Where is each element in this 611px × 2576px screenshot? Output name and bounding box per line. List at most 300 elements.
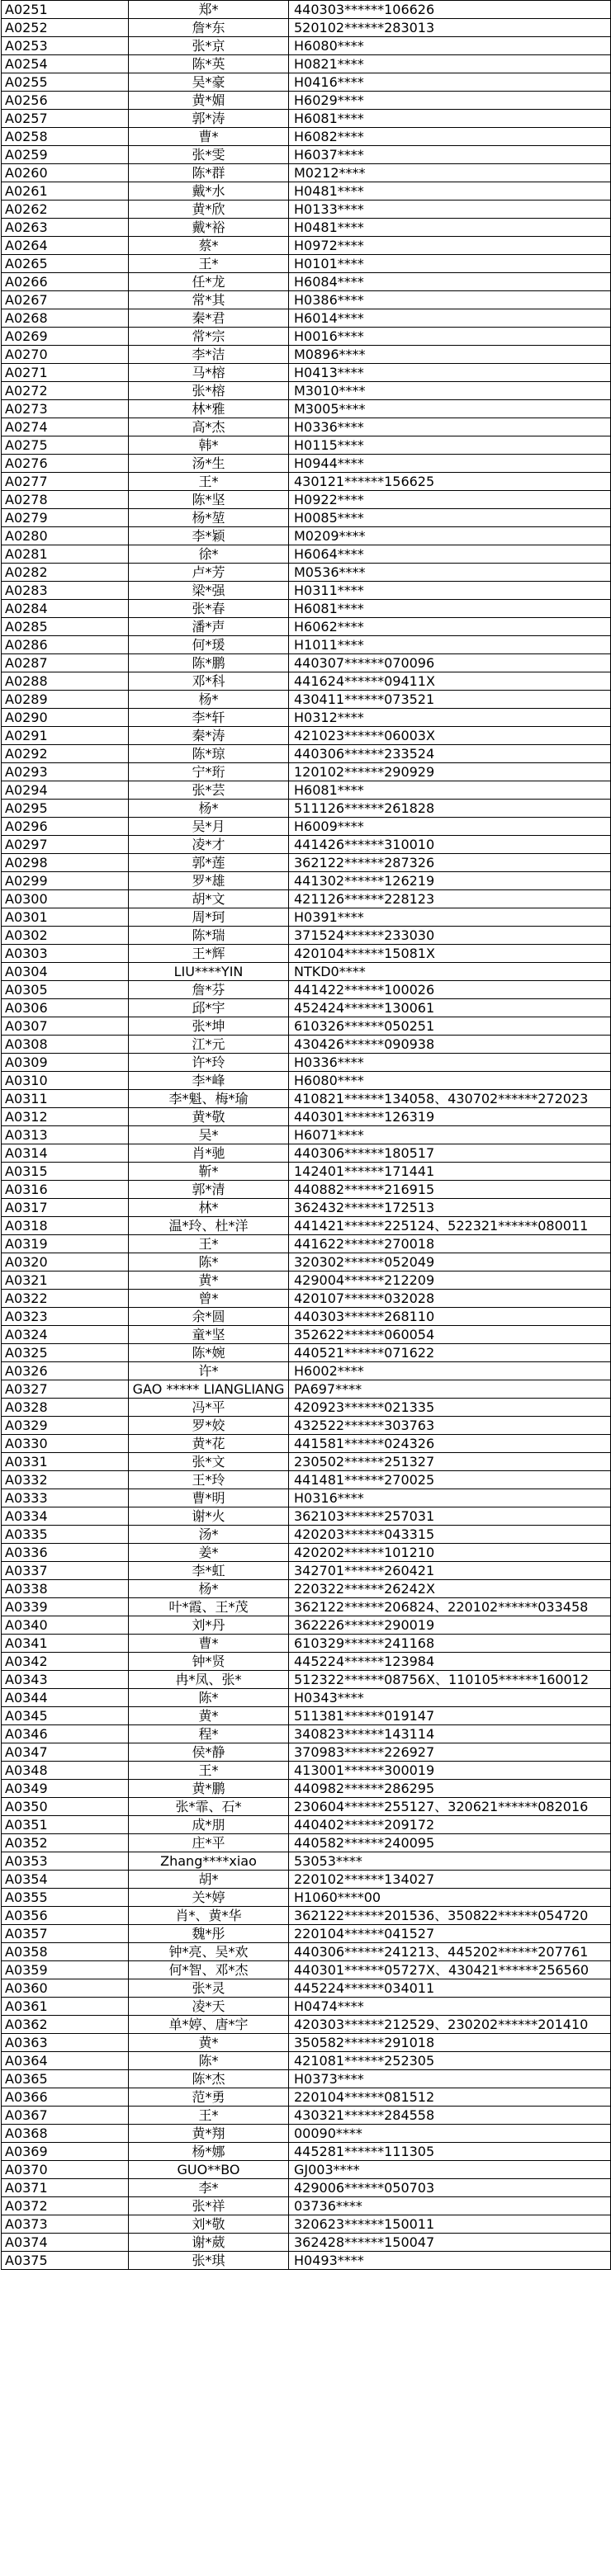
table-row [2,1253,611,1271]
id-number-cell: M0212**** [289,164,611,182]
table-row [2,1762,611,1780]
id-number-cell: 452424******130061 [289,999,611,1017]
holder-name-cell: 谢*火 [129,1507,289,1526]
holder-name-cell: 李*魁、梅*瑜 [129,1090,289,1108]
record-code-cell: A0367 [2,2107,129,2125]
id-number-cell: 53053**** [289,1852,611,1871]
id-number-cell: 440306******180517 [289,1144,611,1163]
holder-name-cell: 张*雯 [129,146,289,164]
record-code-cell: A0298 [2,854,129,872]
record-code-cell: A0261 [2,182,129,201]
record-code-cell: A0286 [2,636,129,654]
record-code-cell: A0322 [2,1290,129,1308]
table-row [2,1399,611,1417]
table-row [2,527,611,545]
holder-name-cell: 范*勇 [129,2088,289,2107]
id-number-cell: 340823******143114 [289,1725,611,1743]
holder-name-cell: 杨*堃 [129,509,289,527]
table-row [2,727,611,745]
id-number-cell: 352622******060054 [289,1326,611,1344]
table-row [2,418,611,436]
table-row [2,981,611,999]
id-number-cell: 350582******291018 [289,2034,611,2052]
table-row [2,473,611,491]
holder-name-cell: 靳* [129,1163,289,1181]
id-number-cell: 441426******310010 [289,836,611,854]
table-row [2,2179,611,2197]
record-code-cell: A0307 [2,1017,129,1036]
table-row [2,328,611,346]
table-row [2,1998,611,2016]
record-code-cell: A0312 [2,1108,129,1126]
id-number-cell: 320302******052049 [289,1253,611,1271]
id-number-cell: H0101**** [289,255,611,273]
record-code-cell: A0354 [2,1871,129,1889]
holder-name-cell: 陈*婉 [129,1344,289,1362]
id-number-cell: H6084**** [289,273,611,291]
table-row [2,1453,611,1471]
id-number-cell: H0821**** [289,55,611,73]
table-row [2,2143,611,2161]
record-code-cell: A0277 [2,473,129,491]
record-code-cell: A0259 [2,146,129,164]
record-code-cell: A0352 [2,1834,129,1852]
record-code-cell: A0355 [2,1889,129,1907]
holder-name-cell: 黄* [129,2034,289,2052]
id-number-cell: NTKD0**** [289,963,611,981]
holder-name-cell: 郭*清 [129,1181,289,1199]
id-number-cell: H0972**** [289,237,611,255]
table-row [2,509,611,527]
id-number-cell: H6029**** [289,92,611,110]
table-row [2,164,611,182]
id-number-cell: 430426******090938 [289,1036,611,1054]
record-code-cell: A0264 [2,237,129,255]
id-number-cell: 420303******212529、230202******201410 [289,2016,611,2034]
record-code-cell: A0365 [2,2070,129,2088]
holder-name-cell: 汤*生 [129,455,289,473]
id-number-cell: 511126******261828 [289,800,611,818]
record-code-cell: A0321 [2,1271,129,1290]
id-number-cell: H6014**** [289,309,611,328]
id-number-cell: 220104******041527 [289,1925,611,1943]
id-number-cell: 440303******106626 [289,1,611,19]
holder-name-cell: 林* [129,1199,289,1217]
record-code-cell: A0255 [2,73,129,92]
record-code-cell: A0329 [2,1417,129,1435]
table-row [2,636,611,654]
id-number-cell: 440402******209172 [289,1816,611,1834]
table-row [2,618,611,636]
id-number-cell: H0085**** [289,509,611,527]
holder-name-cell: 张*文 [129,1453,289,1471]
table-row [2,1653,611,1671]
id-number-cell: PA697**** [289,1380,611,1399]
holder-name-cell: 张*琪 [129,2252,289,2270]
record-code-cell: A0276 [2,455,129,473]
holder-name-cell: 关*婷 [129,1889,289,1907]
table-row [2,709,611,727]
table-row [2,436,611,455]
table-row [2,346,611,364]
id-number-cell: H1060****00 [289,1889,611,1907]
record-code-cell: A0315 [2,1163,129,1181]
id-number-cell: H0493**** [289,2252,611,2270]
record-code-cell: A0339 [2,1598,129,1616]
table-row [2,2125,611,2143]
holder-name-cell: 詹*东 [129,19,289,37]
table-row [2,1798,611,1816]
record-code-cell: A0325 [2,1344,129,1362]
id-number-cell: 220102******134027 [289,1871,611,1889]
table-row [2,2234,611,2252]
id-number-cell: 440982******286295 [289,1780,611,1798]
record-code-cell: A0302 [2,927,129,945]
holder-name-cell: 陈*鹏 [129,654,289,672]
holder-name-cell: 童*坚 [129,1326,289,1344]
record-code-cell: A0340 [2,1616,129,1635]
record-code-cell: A0287 [2,654,129,672]
record-code-cell: A0366 [2,2088,129,2107]
holder-name-cell: 杨*娜 [129,2143,289,2161]
table-row [2,237,611,255]
id-number-cell: 362122******206824、220102******033458 [289,1598,611,1616]
holder-name-cell: 肖*驰 [129,1144,289,1163]
holder-name-cell: 王* [129,255,289,273]
table-row [2,1072,611,1090]
record-code-cell: A0360 [2,1979,129,1998]
record-code-cell: A0308 [2,1036,129,1054]
id-number-cell: H6081**** [289,781,611,800]
holder-name-cell: 张*京 [129,37,289,55]
table-row [2,872,611,890]
table-row [2,1271,611,1290]
holder-name-cell: 吴*月 [129,818,289,836]
id-number-cell: 230502******251327 [289,1453,611,1471]
holder-name-cell: 黄*媚 [129,92,289,110]
holder-name-cell: 李* [129,2179,289,2197]
holder-name-cell: 程* [129,1725,289,1743]
holder-name-cell: 胡* [129,1871,289,1889]
record-code-cell: A0305 [2,981,129,999]
record-code-cell: A0359 [2,1961,129,1979]
table-row [2,1871,611,1889]
table-row [2,1290,611,1308]
record-code-cell: A0260 [2,164,129,182]
table-row [2,19,611,37]
table-row [2,745,611,763]
id-number-cell: 441624******09411X [289,672,611,691]
id-number-cell: 220322******26242X [289,1580,611,1598]
id-number-cell: H0343**** [289,1689,611,1707]
table-row [2,1943,611,1961]
table-row [2,654,611,672]
holder-name-cell: 庄*平 [129,1834,289,1852]
table-row [2,37,611,55]
id-number-cell: 440303******268110 [289,1308,611,1326]
id-number-cell: H6071**** [289,1126,611,1144]
holder-name-cell: 凌*才 [129,836,289,854]
table-row [2,455,611,473]
id-number-cell: 440582******240095 [289,1834,611,1852]
table-row [2,1380,611,1399]
id-number-cell: 120102******290929 [289,763,611,781]
id-number-cell: H6037**** [289,146,611,164]
holder-name-cell: 吴* [129,1126,289,1144]
record-code-cell: A0323 [2,1308,129,1326]
holder-name-cell: 许*玲 [129,1054,289,1072]
id-number-cell: 420202******101210 [289,1544,611,1562]
table-row [2,128,611,146]
id-number-cell: H0391**** [289,908,611,927]
table-row [2,1834,611,1852]
record-code-cell: A0290 [2,709,129,727]
table-row [2,1635,611,1653]
record-code-cell: A0327 [2,1380,129,1399]
record-code-cell: A0375 [2,2252,129,2270]
id-number-cell: H0133**** [289,201,611,219]
id-number-cell: 320623******150011 [289,2215,611,2234]
table-row [2,1489,611,1507]
table-row [2,73,611,92]
holder-name-cell: LIU****YIN [129,963,289,981]
table-row [2,1907,611,1925]
table-row [2,309,611,328]
record-code-cell: A0318 [2,1217,129,1235]
id-number-cell: 410821******134058、430702******272023 [289,1090,611,1108]
id-number-cell: 421023******06003X [289,727,611,745]
table-row [2,1308,611,1326]
table-row [2,273,611,291]
holder-name-cell: 王*辉 [129,945,289,963]
table-row [2,2034,611,2052]
record-code-cell: A0258 [2,128,129,146]
holder-name-cell: 黄*花 [129,1435,289,1453]
table-row [2,1852,611,1871]
record-code-cell: A0369 [2,2143,129,2161]
id-number-cell: 00090**** [289,2125,611,2143]
id-number-cell: H6064**** [289,545,611,564]
table-body [2,1,611,2270]
holder-name-cell: 李*洁 [129,346,289,364]
holder-name-cell: 张*坤 [129,1017,289,1036]
holder-name-cell: 曹*明 [129,1489,289,1507]
holder-name-cell: 黄*敬 [129,1108,289,1126]
table-row [2,2016,611,2034]
id-number-cell: H6080**** [289,1072,611,1090]
holder-name-cell: 余*圆 [129,1308,289,1326]
table-row [2,1671,611,1689]
holder-name-cell: 秦*君 [129,309,289,328]
table-row [2,364,611,382]
table-row [2,1054,611,1072]
id-number-cell: 420104******15081X [289,945,611,963]
id-number-cell: 429006******050703 [289,2179,611,2197]
record-code-cell: A0304 [2,963,129,981]
id-number-cell: 610326******050251 [289,1017,611,1036]
holder-name-cell: 钟*亮、吴*欢 [129,1943,289,1961]
holder-name-cell: 张*灵 [129,1979,289,1998]
record-code-cell: A0313 [2,1126,129,1144]
id-number-cell: 230604******255127、320621******082016 [289,1798,611,1816]
holder-name-cell: 宁*珩 [129,763,289,781]
holder-name-cell: 谢*葳 [129,2234,289,2252]
record-code-cell: A0351 [2,1816,129,1834]
record-code-cell: A0317 [2,1199,129,1217]
holder-name-cell: 邱*宇 [129,999,289,1017]
table-row [2,963,611,981]
table-row [2,1816,611,1834]
table-row [2,2088,611,2107]
id-number-cell: 362432******172513 [289,1199,611,1217]
id-number-cell: 371524******233030 [289,927,611,945]
table-row [2,201,611,219]
id-number-cell: 430321******284558 [289,2107,611,2125]
record-code-cell: A0297 [2,836,129,854]
id-number-cell: 432522******303763 [289,1417,611,1435]
record-code-cell: A0364 [2,2052,129,2070]
record-code-cell: A0265 [2,255,129,273]
id-number-cell: 520102******283013 [289,19,611,37]
table-row [2,1126,611,1144]
holder-name-cell: 魏*彤 [129,1925,289,1943]
record-code-cell: A0320 [2,1253,129,1271]
record-code-cell: A0256 [2,92,129,110]
holder-name-cell: 张*春 [129,600,289,618]
id-number-cell: H6009**** [289,818,611,836]
table-row [2,600,611,618]
table-row [2,219,611,237]
record-code-cell: A0295 [2,800,129,818]
id-number-cell: H6062**** [289,618,611,636]
holder-name-cell: 姜* [129,1544,289,1562]
record-code-cell: A0343 [2,1671,129,1689]
table-row [2,55,611,73]
table-row [2,1181,611,1199]
record-code-cell: A0281 [2,545,129,564]
id-number-cell: 03736**** [289,2197,611,2215]
table-row [2,2197,611,2215]
table-row [2,182,611,201]
table-row [2,545,611,564]
table-row [2,1,611,19]
record-code-cell: A0324 [2,1326,129,1344]
record-code-cell: A0348 [2,1762,129,1780]
holder-name-cell: 凌*天 [129,1998,289,2016]
record-code-cell: A0326 [2,1362,129,1380]
table-row [2,1362,611,1380]
id-number-cell: H0481**** [289,182,611,201]
table-row [2,1979,611,1998]
record-code-cell: A0342 [2,1653,129,1671]
holder-name-cell: 郑* [129,1,289,19]
record-code-cell: A0291 [2,727,129,745]
record-code-cell: A0293 [2,763,129,781]
id-number-cell: 445281******111305 [289,2143,611,2161]
table-row [2,2215,611,2234]
id-number-cell: 441422******100026 [289,981,611,999]
table-row [2,763,611,781]
record-code-cell: A0336 [2,1544,129,1562]
record-code-cell: A0349 [2,1780,129,1798]
holder-name-cell: 张*祥 [129,2197,289,2215]
record-code-cell: A0266 [2,273,129,291]
holder-name-cell: 郭*涛 [129,110,289,128]
record-code-cell: A0311 [2,1090,129,1108]
id-number-cell: H0316**** [289,1489,611,1507]
id-number-cell: H0413**** [289,364,611,382]
holder-name-cell: 黄* [129,1707,289,1725]
holder-name-cell: 何*瑗 [129,636,289,654]
holder-name-cell: 徐* [129,545,289,564]
holder-name-cell: 黄*鹏 [129,1780,289,1798]
record-code-cell: A0357 [2,1925,129,1943]
id-number-cell: 370983******226927 [289,1743,611,1762]
id-number-cell: H6002**** [289,1362,611,1380]
holder-name-cell: 叶*霞、王*茂 [129,1598,289,1616]
record-code-cell: A0275 [2,436,129,455]
id-number-cell: 420923******021335 [289,1399,611,1417]
record-code-cell: A0296 [2,818,129,836]
holder-name-cell: 王* [129,473,289,491]
holder-name-cell: 陈*群 [129,164,289,182]
holder-name-cell: 曹* [129,1635,289,1653]
id-number-cell: GJ003**** [289,2161,611,2179]
table-row [2,1217,611,1235]
holder-name-cell: 曾* [129,1290,289,1308]
table-row [2,400,611,418]
id-number-cell: 430411******073521 [289,691,611,709]
holder-name-cell: 戴*裕 [129,219,289,237]
record-code-cell: A0279 [2,509,129,527]
holder-name-cell: 周*珂 [129,908,289,927]
table-row [2,2107,611,2125]
id-number-cell: 440301******05727X、430421******256560 [289,1961,611,1979]
holder-name-cell: 成*朋 [129,1816,289,1834]
holder-name-cell: 王* [129,2107,289,2125]
holder-name-cell: 陈*英 [129,55,289,73]
table-row [2,382,611,400]
id-number-cell: 362103******257031 [289,1507,611,1526]
table-row [2,927,611,945]
table-row [2,491,611,509]
record-code-cell: A0282 [2,564,129,582]
holder-name-cell: 邓*科 [129,672,289,691]
table-row [2,582,611,600]
holder-name-cell: 冉*凤、张* [129,1671,289,1689]
table-row [2,1507,611,1526]
table-row [2,1163,611,1181]
record-code-cell: A0319 [2,1235,129,1253]
id-number-cell: H0416**** [289,73,611,92]
id-number-cell: H0386**** [289,291,611,309]
record-code-cell: A0270 [2,346,129,364]
holder-name-cell: 陈* [129,1253,289,1271]
record-code-cell: A0263 [2,219,129,237]
table-row [2,1090,611,1108]
record-code-cell: A0278 [2,491,129,509]
id-number-cell: 413001******300019 [289,1762,611,1780]
holder-name-cell: 钟*贤 [129,1653,289,1671]
table-row [2,1707,611,1725]
holder-name-cell: 秦*涛 [129,727,289,745]
id-number-cell: 512322******08756X、110105******160012 [289,1671,611,1689]
table-row [2,2252,611,2270]
table-row [2,1017,611,1036]
holder-name-cell: 何*智、邓*杰 [129,1961,289,1979]
id-number-cell: 362122******201536、350822******054720 [289,1907,611,1925]
table-row [2,908,611,927]
